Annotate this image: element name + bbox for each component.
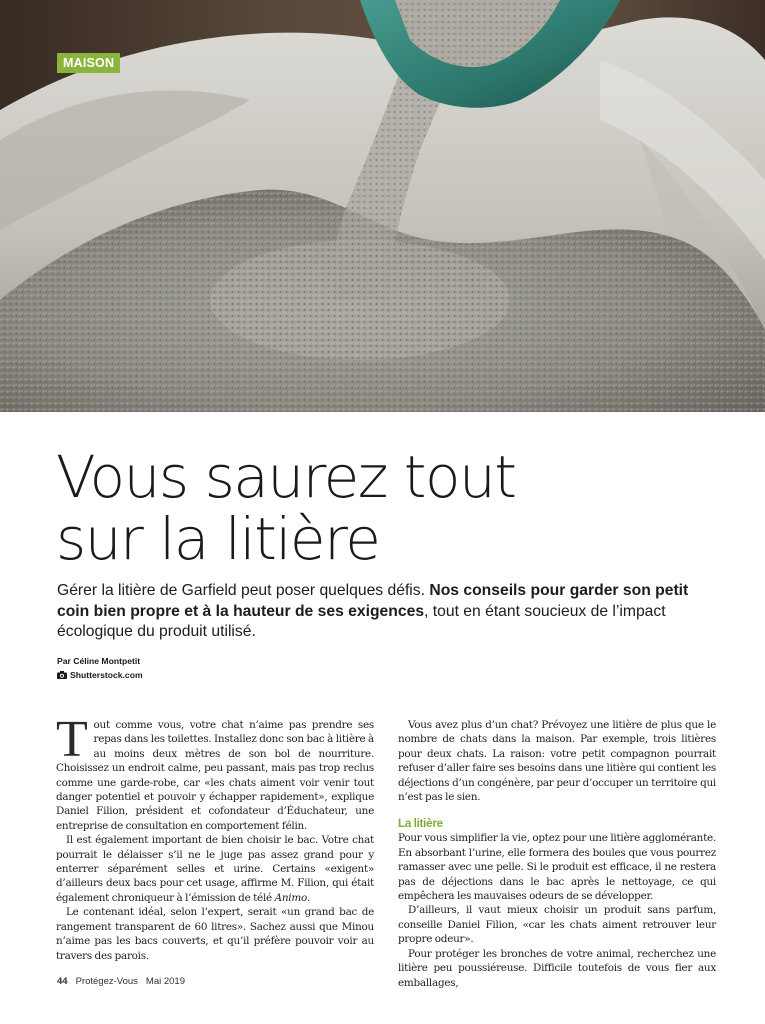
section-tag[interactable]: MAISON xyxy=(57,53,120,73)
paragraph-5: Pour vous simplifier la vie, optez pour une litière agglomérante. En absorbant l’urine, elle formera des boules que vous pourrez ramasser avec une pelle. Si le produit est efficace, il ne restera pas de déjections dans le bac après le nettoyage, ce qui empêchera les mauvaises odeurs de se développer. xyxy=(398,832,716,903)
issue-date: Mai 2019 xyxy=(145,976,185,987)
photo-credit-text: Shutterstock.com xyxy=(70,670,143,680)
paragraph-1-text: out comme vous, votre chat n’aime pas prendre ses repas dans les toilettes. Installez donc son bac à litière à au moins deux mètres de son bol de nourriture. Choisissez un endroit calme, peu passant, mais pas trop reclus comme une garde-robe, car «les chats aiment voir venir tout danger potentiel et pouvoir y échapper rapidement», explique Daniel Filion, président et cofondateur d’Éduchateur, une entreprise de consultation en comportement félin. xyxy=(56,719,374,832)
drop-cap: T xyxy=(56,711,88,768)
lede-bold: Nos conseils pour garder son petit coin bien propre et à la hauteur de ses exigences xyxy=(57,582,689,620)
page-number: 44 xyxy=(57,976,68,987)
paragraph-7: Pour protéger les bronches de votre animal, recherchez une litière peu poussiéreuse. Difficile toutefois de vous fier aux emballages, xyxy=(398,947,716,989)
page-footer xyxy=(57,976,185,987)
photo-credit xyxy=(57,670,143,680)
paragraph-1 xyxy=(56,711,374,833)
hero-photo xyxy=(0,0,765,412)
paragraph-2 xyxy=(56,833,374,905)
byline: Par Céline Montpetit xyxy=(57,656,141,666)
paragraph-4: Vous avez plus d’un chat? Prévoyez une litière de plus que le nombre de chats dans la maison. Par exemple, trois litières pour deux chats. La raison: votre petit compagnon pourrait refuser d’aller faire ses besoins dans une litière qui contient les déjections d’un congénère, par peur d’occuper un territoire qui n’est pas le sien. xyxy=(398,719,716,804)
paragraph-6: D’ailleurs, il vaut mieux choisir un produit sans parfum, conseille Daniel Filion, «car les chats aiment retrouver leur propre odeur». xyxy=(398,904,716,946)
title-line-1: Vous saurez tout xyxy=(56,443,516,511)
article-lede xyxy=(57,581,717,643)
subheading-litiere: La litière xyxy=(398,817,443,831)
paragraph-3: Le contenant idéal, selon l’expert, serait «un grand bac de rangement transparent de 60 litres». Sachez aussi que Minou n’aime pas les bacs couverts, et qu’il préfère pouvoir voir au travers des parois. xyxy=(56,906,374,962)
camera-icon xyxy=(57,671,67,679)
body-column-1 xyxy=(56,711,374,963)
body-column-2 xyxy=(398,718,716,990)
show-title: Animo xyxy=(274,891,307,904)
lede-part-1: Gérer la litière de Garfield peut poser quelques défis. xyxy=(57,582,430,599)
magazine-name: Protégez-Vous xyxy=(75,976,138,987)
paragraph-2-text: Il est également important de bien choisir le bac. Votre chat pourrait le délaisser s’il ne le juge pas assez grand pour y enterrer séparément selles et urine. Certains «exigent» d’ailleurs deux bacs pour cet usage, affirme M. Filion, qui était également chroniqueur à l’émission de télé xyxy=(56,834,374,904)
article-title xyxy=(56,443,716,573)
paragraph-2-end: . xyxy=(306,891,311,904)
lede-part-2: , tout en étant soucieux de l’impact écologique du produit utilisé. xyxy=(57,602,666,640)
title-line-2: sur la litière xyxy=(56,505,380,573)
